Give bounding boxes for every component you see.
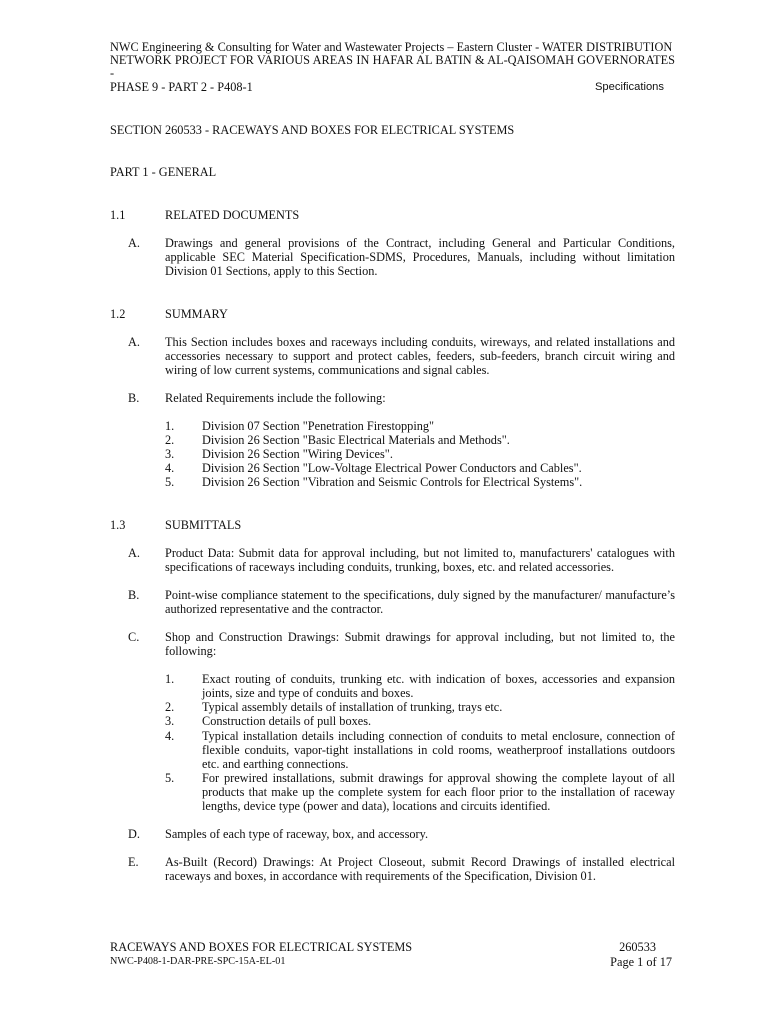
paragraph-letter: A. xyxy=(128,545,140,560)
paragraph-text: Point-wise compliance statement to the specifications, duly signed by the manufacturer/ manufacture’s authorized representative and the contractor. xyxy=(165,587,675,616)
list-item-number: 2. xyxy=(165,700,175,715)
article-title: SUBMITTALS xyxy=(165,517,242,532)
part-title: PART 1 - GENERAL xyxy=(110,165,217,180)
list-item xyxy=(165,729,675,771)
footer-page-number: Page 1 of 17 xyxy=(610,955,672,969)
list-item xyxy=(165,700,675,714)
header-phase: PHASE 9 - PART 2 - P408-1 xyxy=(110,79,253,94)
article-title: SUMMARY xyxy=(165,306,228,321)
list-item-text: Typical installation details including connection of conduits to metal enclosure, connection of flexible conduits, vapor-tight installations in cold rooms, weatherproof installations outdoors etc. and earthing connections. xyxy=(202,728,675,771)
paragraph xyxy=(110,335,675,377)
list-item-text: Division 26 Section "Vibration and Seismic Controls for Electrical Systems". xyxy=(202,475,583,490)
list-item-number: 4. xyxy=(165,728,175,743)
footer-title: RACEWAYS AND BOXES FOR ELECTRICAL SYSTEMS xyxy=(110,940,413,954)
article-number: 1.2 xyxy=(110,306,126,321)
paragraph xyxy=(110,630,675,658)
list-item xyxy=(165,433,675,447)
list-item xyxy=(165,771,675,813)
list-item-number: 1. xyxy=(165,419,175,434)
numbered-list xyxy=(165,419,675,489)
paragraph-letter: B. xyxy=(128,587,140,602)
list-item-number: 3. xyxy=(165,447,175,462)
list-item-text: Division 26 Section "Low-Voltage Electrical Power Conductors and Cables". xyxy=(202,461,582,476)
list-item-text: Division 26 Section "Basic Electrical Materials and Methods". xyxy=(202,433,510,448)
paragraph-letter: E. xyxy=(128,855,139,870)
article-heading xyxy=(110,307,675,321)
paragraph xyxy=(110,236,675,278)
list-item-text: Division 07 Section "Penetration Firestopping" xyxy=(202,419,435,434)
section-title: SECTION 260533 - RACEWAYS AND BOXES FOR ELECTRICAL SYSTEMS xyxy=(110,123,515,137)
paragraph xyxy=(110,588,675,616)
list-item-text: Typical assembly details of installation of trunking, trays etc. xyxy=(202,700,503,715)
list-item xyxy=(165,672,675,700)
header-line-3 xyxy=(110,81,675,94)
page-footer xyxy=(110,940,675,970)
list-item-text: For prewired installations, submit drawings for approval showing the complete layout of all products that make up the complete system for each floor prior to the installation of raceway lengths, device type (power and data), locations and circuits identified. xyxy=(202,770,675,813)
list-item-number: 5. xyxy=(165,475,175,490)
paragraph-text: Drawings and general provisions of the Contract, including General and Particular Conditions, applicable SEC Material Specification-SDMS, Procedures, Manuals, including without limitation Division 01 Sections, apply to this Section. xyxy=(165,236,675,279)
paragraph-text: Related Requirements include the following: xyxy=(165,390,386,405)
list-item xyxy=(165,714,675,728)
list-item xyxy=(165,475,675,489)
paragraph-letter: B. xyxy=(128,390,140,405)
numbered-list xyxy=(165,672,675,813)
article-heading xyxy=(110,208,675,222)
paragraph-text: Shop and Construction Drawings: Submit drawings for approval including, but not limited to, the following: xyxy=(165,629,675,659)
list-item-number: 5. xyxy=(165,770,175,785)
paragraph xyxy=(110,827,675,841)
header-line-2: NETWORK PROJECT FOR VARIOUS AREAS IN HAFAR AL BATIN & AL-QAISOMAH GOVERNORATES - xyxy=(110,53,675,81)
page-header xyxy=(110,41,675,94)
paragraph xyxy=(110,391,675,405)
paragraph xyxy=(110,546,675,574)
paragraph-letter: C. xyxy=(128,629,140,644)
list-item xyxy=(165,447,675,461)
list-item-text: Construction details of pull boxes. xyxy=(202,714,372,729)
header-line-1: NWC Engineering & Consulting for Water and Wastewater Projects – Eastern Cluster - WATER DISTRIBUTION xyxy=(110,40,673,54)
paragraph-text: This Section includes boxes and raceways including conduits, wireways, and related installations and accessories necessary to support and protect cables, feeders, sub-feeders, branch circuit wiring and wiring of low current systems, communications and signal cables. xyxy=(165,334,675,377)
article-heading xyxy=(110,518,675,532)
list-item-text: Exact routing of conduits, trunking etc. with indication of boxes, accessories and expansion joints, size and type of conduits and boxes. xyxy=(202,672,675,701)
article-number: 1.1 xyxy=(110,208,126,223)
paragraph-text: As-Built (Record) Drawings: At Project Closeout, submit Record Drawings of installed electrical raceways and boxes, in accordance with requirements of the Specification, Division 01. xyxy=(165,855,675,884)
paragraph-letter: A. xyxy=(128,334,140,349)
article-number: 1.3 xyxy=(110,517,126,532)
list-item-number: 2. xyxy=(165,433,175,448)
paragraph-text: Samples of each type of raceway, box, and accessory. xyxy=(165,827,429,842)
header-spec-label: Specifications xyxy=(594,80,664,93)
paragraph-letter: D. xyxy=(128,827,140,842)
list-item xyxy=(165,461,675,475)
list-item xyxy=(165,419,675,433)
footer-doc-number: NWC-P408-1-DAR-PRE-SPC-15A-EL-01 xyxy=(110,956,286,967)
list-item-number: 3. xyxy=(165,714,175,729)
list-item-text: Division 26 Section "Wiring Devices". xyxy=(202,447,393,462)
paragraph-text: Product Data: Submit data for approval including, but not limited to, manufacturers' catalogues with specifications of raceways including conduits, trunking, boxes, etc. and related accessories. xyxy=(165,545,675,574)
article-title: RELATED DOCUMENTS xyxy=(165,208,300,223)
paragraph-letter: A. xyxy=(128,236,140,251)
footer-section-code: 260533 xyxy=(619,940,656,954)
paragraph xyxy=(110,855,675,883)
document-body xyxy=(110,123,675,897)
list-item-number: 1. xyxy=(165,672,175,687)
list-item-number: 4. xyxy=(165,461,175,476)
